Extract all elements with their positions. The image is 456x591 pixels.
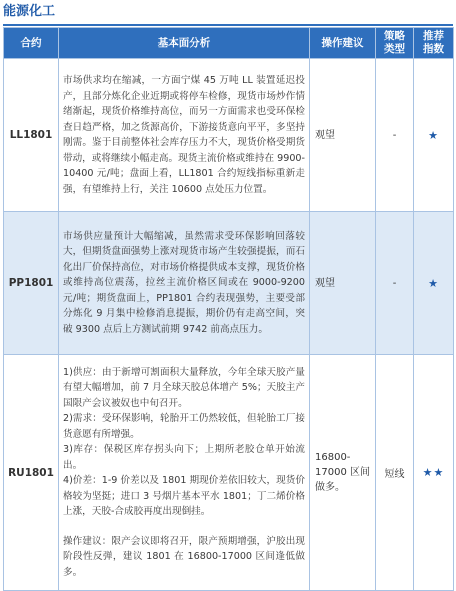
title-underline <box>3 24 453 26</box>
header-suggestion: 操作建议 <box>310 28 376 59</box>
analysis-inventory: 3)库存：保税区库存拐头向下；上期所老胶仓单开始流出。 <box>63 444 305 471</box>
analysis-text: 市场供应量预计大幅缩减，虽然需求受环保影响回落较大，但期货盘面强势上涨对现货市场产生较强提振，而石化出厂价保持高位，对市场价格提供成本支撑，现货价格或维持高位震荡，拉丝主流价格区间或在 9000-9200 元/吨；期货盘面上，PP1801 合约表现强势，主要受部分炼化 9 月集中检修消息提振，期价仍有走高空间，突破 9300 点后上方测试前期 9742 前高点压力。 <box>63 230 305 335</box>
suggestion-cell: 观望 <box>310 59 376 212</box>
header-analysis: 基本面分析 <box>59 28 310 59</box>
header-rating <box>414 28 454 59</box>
analysis-advice: 操作建议：限产会议即将召开，限产预期增强，沪胶出现阶段性反弹，建议 1801 在 16800-17000 区间逢低做多。 <box>63 535 305 578</box>
strategy-table <box>3 27 454 591</box>
table-row <box>4 59 454 212</box>
analysis-spread: 4)价差：1-9 价差以及 1801 期现价差依旧较大，现货价格较为坚挺；进口 3 号烟片基本平水 1801；丁二烯价格上涨，天胶-合成胶再度出现倒挂。 <box>63 475 305 518</box>
table-row <box>4 355 454 591</box>
analysis-supply: 1)供应：由于新增可割面积大量释放，今年全球天胶产量有望大幅增加，前 7 月全球天胶总体增产 5%；天胶主产国限产会议被奴也中旬召开。 <box>63 366 305 409</box>
suggestion-cell: 观望 <box>310 212 376 355</box>
header-contract: 合约 <box>4 28 59 59</box>
strategy-cell: - <box>376 212 414 355</box>
header-strategy <box>376 28 414 59</box>
contract-cell: PP1801 <box>4 212 59 355</box>
rating-star-icon: ★★ <box>414 355 454 591</box>
rating-star-icon: ★ <box>414 59 454 212</box>
table-header-row <box>4 28 454 59</box>
analysis-cell <box>59 212 310 355</box>
analysis-cell <box>59 355 310 591</box>
table-row <box>4 212 454 355</box>
section-title: 能源化工 <box>3 4 56 19</box>
header-strategy-label: 策略类型 <box>384 30 405 55</box>
strategy-cell: 短线 <box>376 355 414 591</box>
analysis-text: 市场供求均在缩减，一方面宁煤 45 万吨 LL 装置延迟投产，且部分炼化企业近期或将停车检修，现货市场炒作情绪渐起，现货价格维持高位，而另一方面需求也受环保检查日趋严格，加之货源高价，下游接货意向平平，多坚持刚需。鉴于目前整体社会库存压力不大，现货价格受期货带动，或将继续小幅走高。现货主流价格或维持在 9900-10400 元/吨；盘面上看，LL1801 合约短线指标重新走强，有望维持上行，关注 10600 点处压力位置。 <box>63 75 305 195</box>
contract-cell: RU1801 <box>4 355 59 591</box>
contract-cell: LL1801 <box>4 59 59 212</box>
strategy-cell: - <box>376 59 414 212</box>
rating-star-icon: ★ <box>414 212 454 355</box>
analysis-cell <box>59 59 310 212</box>
header-rating-label: 推荐指数 <box>423 30 444 55</box>
analysis-demand: 2)需求：受环保影响，轮胎开工仍然较低，但轮胎工厂接货意愿有所增强。 <box>63 413 305 440</box>
suggestion-cell: 16800-17000 区间做多。 <box>310 355 376 591</box>
